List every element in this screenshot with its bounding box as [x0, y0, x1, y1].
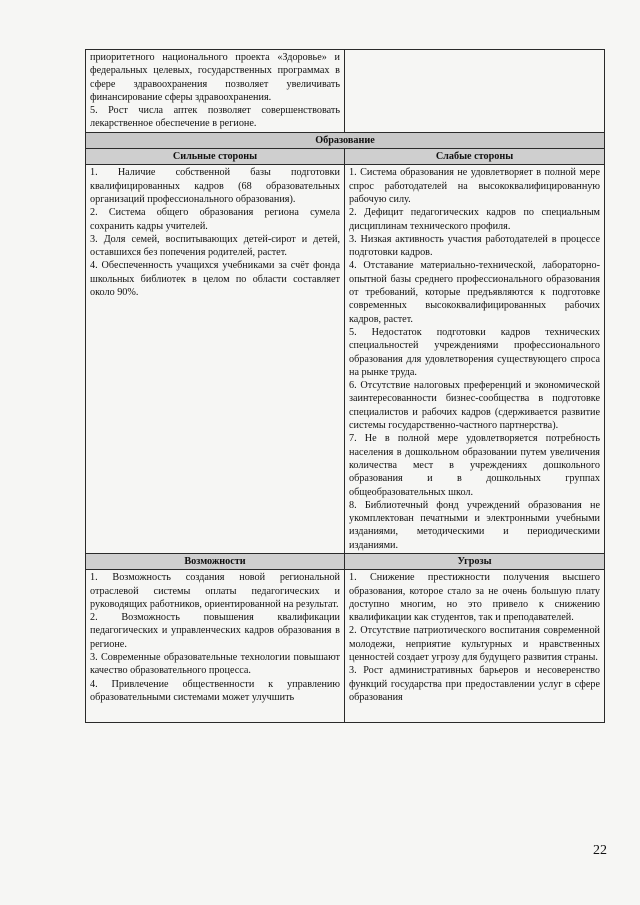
weakness-item: 8. Библиотечный фонд учреждений образования не укомплектован печатными и электронными учебными изданиями, методическими и периодическими изданиями. [349, 499, 600, 551]
page-number: 22 [593, 843, 607, 858]
opportunities-threats-header-row [86, 553, 605, 569]
weakness-item: 5. Недостаток подготовки кадров технических специальностей учреждениями профессионального образования для удовлетворения существующего спроса на рынке труда. [349, 326, 600, 378]
threat-item: 2. Отсутствие патриотического воспитания современной молодежи, неприятие культурных и нравственных ценностей создает угрозу для будущего развития страны. [349, 625, 600, 664]
top-left-cell [86, 50, 345, 133]
opportunities-header: Возможности [86, 553, 345, 569]
swot-table [85, 49, 605, 723]
weakness-item: 6. Отсутствие налоговых преференций и экономической заинтересованности бизнес-сообщества в подготовке специалистов и рабочих кадров (сдерживается развитие системы государственно-частного партнерства). [349, 380, 600, 432]
section-header-row [86, 132, 605, 148]
strength-item: 1. Наличие собственной базы подготовки квалифицированных кадров (68 образовательных организаций профессионального образования). [90, 167, 340, 205]
weakness-item: 2. Дефицит педагогических кадров по специальным дисциплинам технического профиля. [349, 207, 600, 232]
opportunities-cell [86, 570, 345, 723]
top-right-cell [345, 50, 605, 133]
weakness-item: 7. Не в полной мере удовлетворяется потребность населения в дошкольном образовании путем увеличения количества мест в учреждениях дошкольного образования и в дошкольных группах общеобразовательных школ. [349, 433, 600, 498]
top-left-paragraph: 5. Рост числа аптек позволяет совершенствовать лекарственное обеспечение в регионе. [90, 105, 340, 130]
strength-item: 2. Система общего образования региона сумела сохранить кадры учителей. [90, 207, 340, 232]
strengths-header: Сильные стороны [86, 149, 345, 165]
weakness-item: 3. Низкая активность участия работодателей в процессе подготовки кадров. [349, 233, 600, 259]
weaknesses-cell [345, 165, 605, 554]
strength-item: 3. Доля семей, воспитывающих детей-сирот и детей, оставшихся без попечения родителей, растет. [90, 233, 340, 259]
threat-item: 1. Снижение престижности получения высшего образования, которое стало за не очень большую плату доступно многим, но это привело к снижению квалификации как студентов, так и преподавателей. [349, 572, 600, 624]
threats-header: Угрозы [345, 553, 605, 569]
opportunity-item: 2. Возможность повышения квалификации педагогических и управленческих кадров образования в регионе. [90, 612, 340, 650]
opportunity-item: 3. Современные образовательные технологии повышают качество образовательного процесса. [90, 652, 340, 677]
opportunity-item: 1. Возможность создания новой региональной отраслевой системы оплаты педагогических и руководящих работников, ориентированной на результат. [90, 572, 340, 610]
top-left-paragraph: приоритетного национального проекта «Здоровье» и федеральных целевых, государственных программах в сфере здравоохранения позволяет увеличивать финансирование сферы здравоохранения. [90, 52, 340, 103]
opportunity-item: 4. Привлечение общественности к управлению образовательными системами может улучшить [90, 678, 340, 703]
weakness-item: 4. Отставание материально-технической, лабораторно-опытной базы среднего профессионального образования от требований, которые предъявляются к подготовке современных высококвалифицированных рабочих кадров, растет. [349, 260, 600, 325]
strengths-weaknesses-row [86, 165, 605, 554]
weaknesses-header: Слабые стороны [345, 149, 605, 165]
strengths-weaknesses-header-row [86, 149, 605, 165]
strengths-cell [86, 165, 345, 554]
section-title: Образование [86, 132, 605, 148]
threat-item: 3. Рост административных барьеров и несоверенство функций государства при предоставлении услуг в сфере образования [349, 665, 600, 703]
weakness-item: 1. Система образования не удовлетворяет в полной мере спрос работодателей на высококвалифицированную рабочую силу. [349, 167, 600, 205]
threats-cell [345, 570, 605, 723]
top-continuation-row [86, 50, 605, 133]
strength-item: 4. Обеспеченность учащихся учебниками за счёт фонда школьных библиотек в целом по области составляет около 90%. [90, 260, 340, 299]
opportunities-threats-row [86, 570, 605, 723]
